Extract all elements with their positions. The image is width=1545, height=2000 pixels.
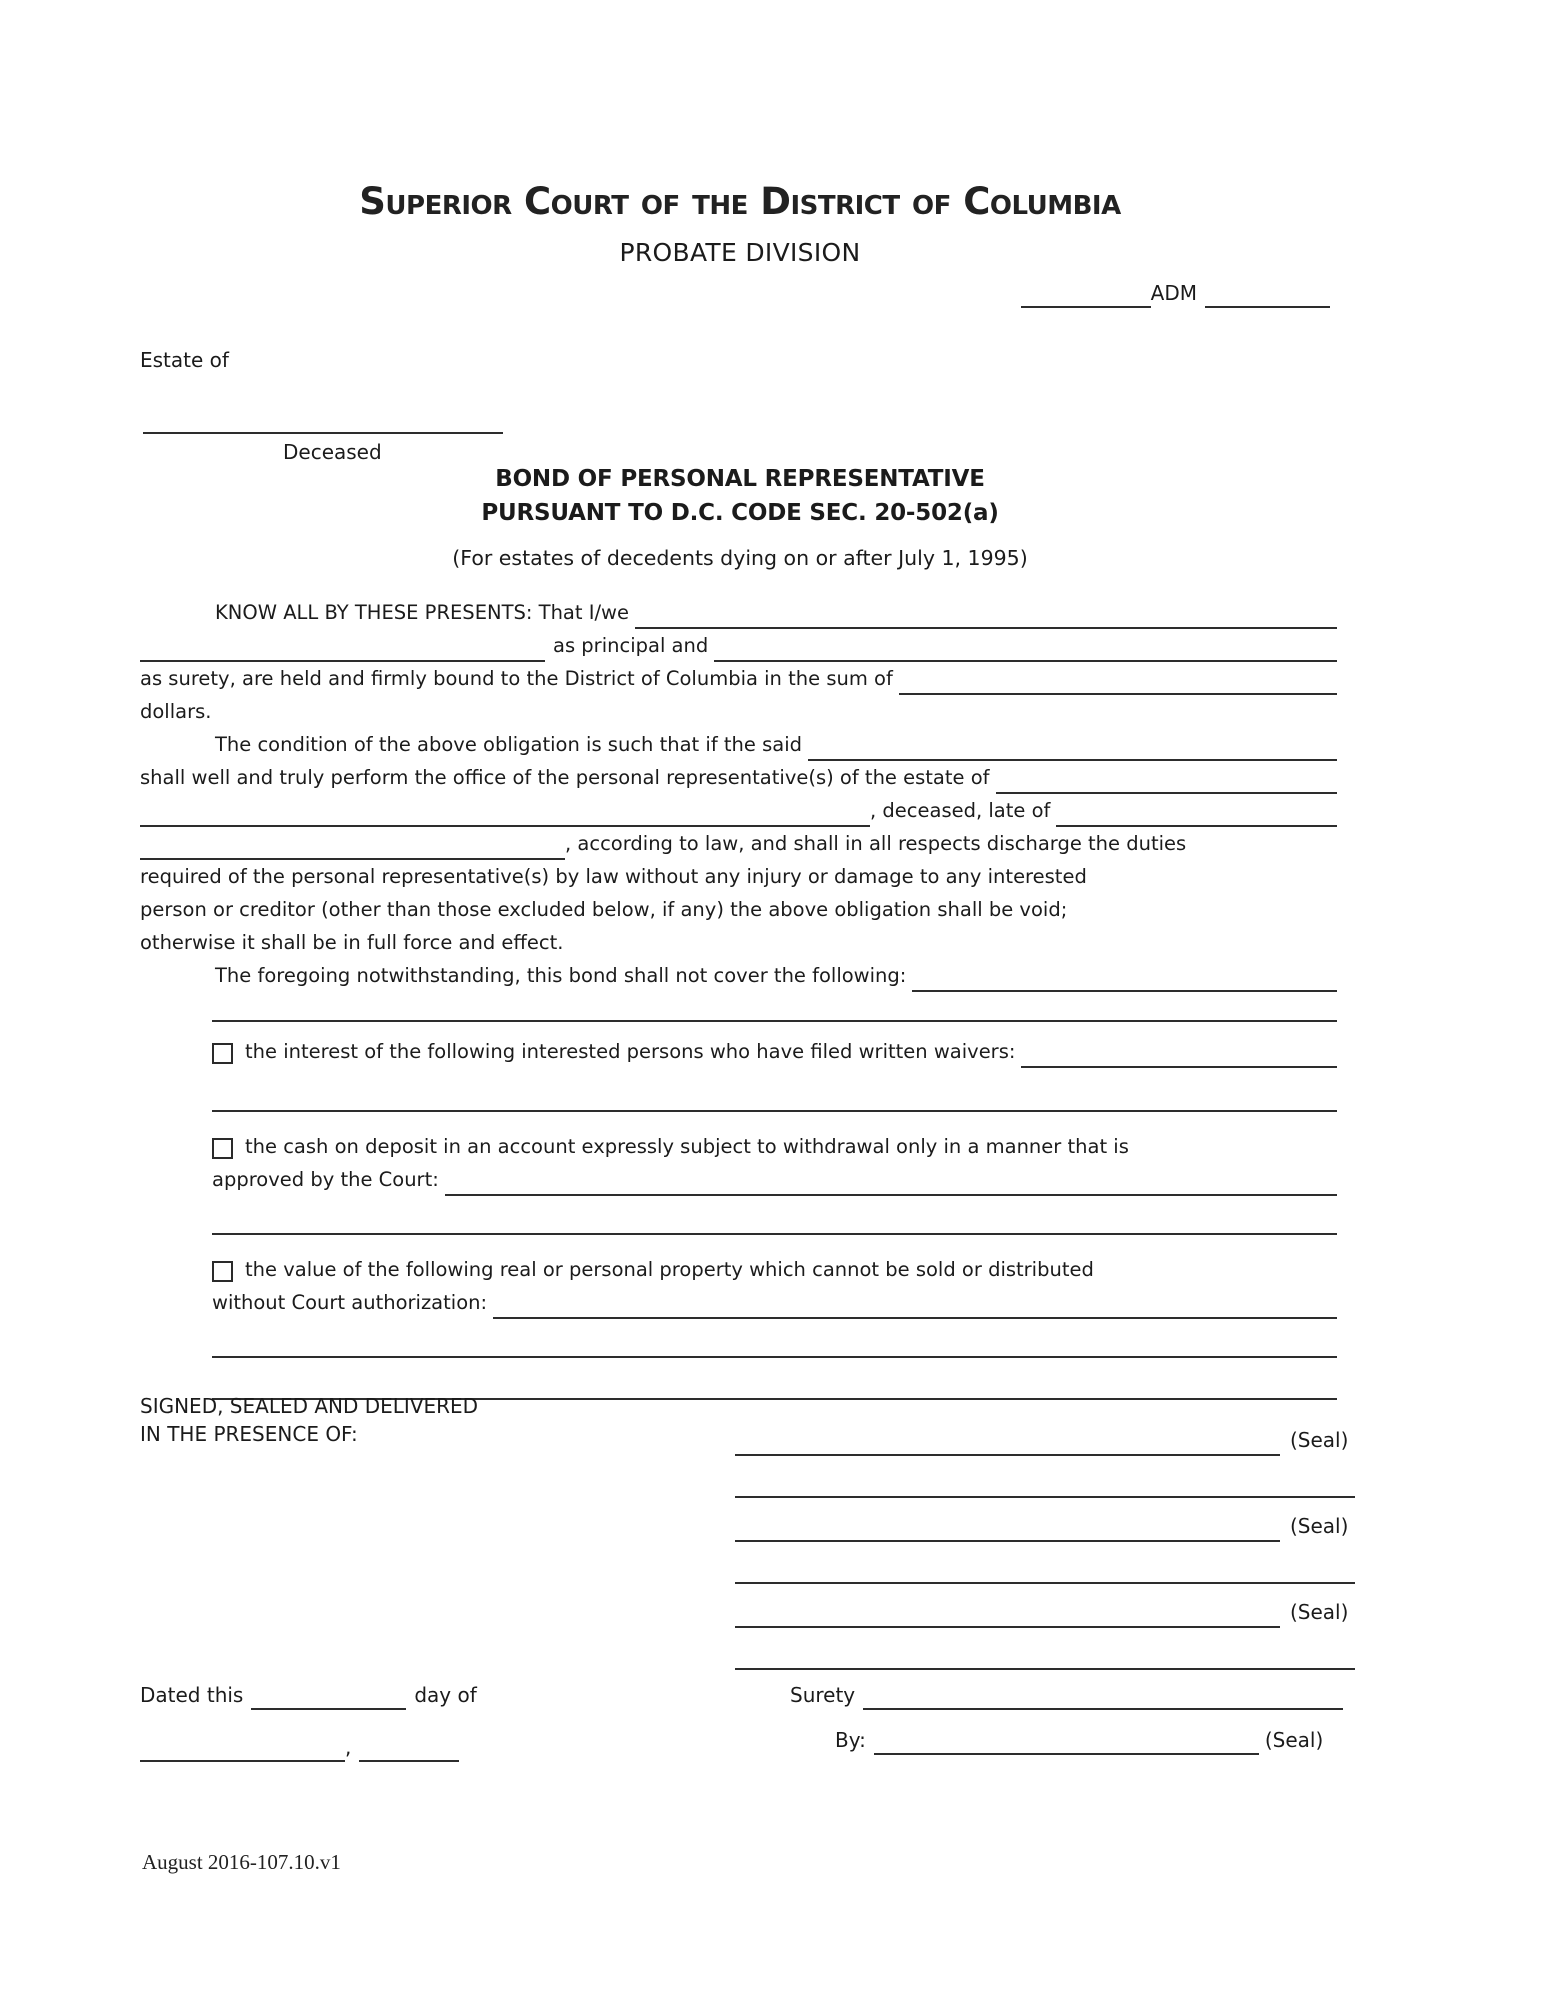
court-approved-account-blank[interactable] bbox=[445, 1168, 1337, 1196]
late-of-blank[interactable] bbox=[1056, 799, 1337, 827]
property-checkbox[interactable] bbox=[212, 1261, 233, 1282]
person-creditor-line: person or creditor (other than those excluded below, if any) the above obligation shall be void; bbox=[140, 898, 1068, 921]
bond-title-line2: PURSUANT TO D.C. CODE SEC. 20-502(a) bbox=[481, 500, 999, 526]
surety-row bbox=[790, 1680, 1343, 1710]
residence-blank[interactable] bbox=[140, 832, 565, 860]
otherwise-line: otherwise it shall be in full force and effect. bbox=[140, 931, 564, 954]
signature-row-1 bbox=[735, 1425, 1348, 1456]
principal-line: as principal and bbox=[140, 629, 1337, 662]
not-cover-blank[interactable] bbox=[912, 964, 1337, 992]
cash-deposit-item-line2: approved by the Court: bbox=[140, 1163, 1337, 1196]
day-of-label: day of bbox=[414, 1683, 477, 1707]
surety-name-blank[interactable] bbox=[714, 634, 1337, 662]
day-number-blank[interactable] bbox=[251, 1682, 406, 1710]
know-presents-line: KNOW ALL BY THESE PRESENTS: That I/we bbox=[140, 596, 1337, 629]
adm-number-blank[interactable] bbox=[1205, 280, 1330, 308]
principal-name-blank-2[interactable] bbox=[140, 634, 545, 662]
principal-name-blank-1[interactable] bbox=[635, 601, 1337, 629]
signature-line-3[interactable] bbox=[735, 1598, 1280, 1628]
according-line: , according to law, and shall in all respects discharge the duties bbox=[140, 827, 1337, 860]
signature-row-3 bbox=[735, 1597, 1348, 1628]
witness-row-3 bbox=[735, 1640, 1355, 1670]
adm-label: ADM bbox=[1150, 281, 1197, 305]
dated-row bbox=[140, 1680, 477, 1710]
form-version: August 2016-107.10.v1 bbox=[142, 1850, 341, 1874]
seal-label-4: (Seal) bbox=[1264, 1728, 1324, 1752]
division-title: PROBATE DIVISION bbox=[619, 238, 861, 267]
foregoing-line: The foregoing notwithstanding, this bond shall not cover the following: bbox=[140, 959, 1337, 992]
month-blank[interactable] bbox=[140, 1734, 345, 1762]
body-text bbox=[140, 596, 1337, 1400]
estate-name-blank-1[interactable] bbox=[996, 766, 1337, 794]
waiver-exclusion-item: the interest of the following interested persons who have filed written waivers: bbox=[140, 1035, 1337, 1068]
waiver-names-blank[interactable] bbox=[1021, 1040, 1337, 1068]
signature-row-2 bbox=[735, 1511, 1348, 1542]
bond-sum-blank[interactable] bbox=[899, 667, 1337, 695]
perform-line: shall well and truly perform the office of the personal representative(s) of the estate of bbox=[140, 761, 1337, 794]
exclusion-blank-line-1[interactable] bbox=[212, 992, 1337, 1022]
bond-title-line1: BOND OF PERSONAL REPRESENTATIVE bbox=[495, 466, 985, 492]
estate-name-blank-2[interactable] bbox=[140, 799, 870, 827]
witness-statement-line1: SIGNED, SEALED AND DELIVERED bbox=[140, 1394, 479, 1418]
year-blank[interactable] bbox=[359, 1734, 459, 1762]
comma-separator: , bbox=[345, 1735, 352, 1759]
cash-deposit-checkbox[interactable] bbox=[212, 1138, 233, 1159]
witness-row-1 bbox=[735, 1468, 1355, 1498]
property-description-blank[interactable] bbox=[493, 1291, 1337, 1319]
exclusion-blank-line-2[interactable] bbox=[212, 1068, 1337, 1112]
court-title: Superior Court of the District of Columbia bbox=[359, 180, 1121, 223]
month-year-row bbox=[140, 1732, 459, 1762]
seal-label-1: (Seal) bbox=[1290, 1428, 1349, 1452]
cash-deposit-item: the cash on deposit in an account expressly subject to withdrawal only in a manner that is bbox=[140, 1130, 1337, 1163]
witness-row-2 bbox=[735, 1554, 1355, 1584]
seal-label-2: (Seal) bbox=[1290, 1514, 1349, 1538]
adm-prefix-blank[interactable] bbox=[1021, 280, 1151, 308]
by-label: By: bbox=[835, 1728, 866, 1752]
surety-by-row bbox=[835, 1725, 1323, 1755]
seal-label-3: (Seal) bbox=[1290, 1600, 1349, 1624]
surety-label: Surety bbox=[790, 1683, 856, 1707]
signature-line-2[interactable] bbox=[735, 1512, 1280, 1542]
waiver-checkbox[interactable] bbox=[212, 1043, 233, 1064]
exclusion-blank-line-3[interactable] bbox=[212, 1196, 1337, 1235]
decedent-name-blank[interactable] bbox=[143, 404, 503, 434]
witness-statement-line2: IN THE PRESENCE OF: bbox=[140, 1422, 358, 1446]
witness-line-2[interactable] bbox=[735, 1554, 1355, 1584]
dollars-line: dollars. bbox=[140, 700, 212, 723]
property-exclusion-item: the value of the following real or personal property which cannot be sold or distributed bbox=[140, 1253, 1337, 1286]
property-exclusion-item-line2: without Court authorization: bbox=[140, 1286, 1337, 1319]
witness-line-3[interactable] bbox=[735, 1640, 1355, 1670]
surety-sum-line: as surety, are held and firmly bound to the District of Columbia in the sum of bbox=[140, 662, 1337, 695]
required-line: required of the personal representative(s) by law without any injury or damage to any interested bbox=[140, 865, 1087, 888]
deceased-label: Deceased bbox=[283, 440, 382, 464]
bond-subtitle: (For estates of decedents dying on or after July 1, 1995) bbox=[452, 546, 1028, 570]
representative-name-blank-1[interactable] bbox=[808, 733, 1337, 761]
adm-case-row bbox=[1021, 278, 1330, 308]
surety-name-line[interactable] bbox=[863, 1682, 1343, 1710]
witness-line-1[interactable] bbox=[735, 1468, 1355, 1498]
deceased-late-line: , deceased, late of bbox=[140, 794, 1337, 827]
witness-statement bbox=[140, 1392, 478, 1448]
signature-line-1[interactable] bbox=[735, 1426, 1280, 1456]
estate-of-label: Estate of bbox=[140, 348, 229, 372]
exclusion-blank-line-4[interactable] bbox=[212, 1319, 1337, 1358]
condition-line: The condition of the above obligation is such that if the said bbox=[140, 728, 1337, 761]
dated-label: Dated this bbox=[140, 1683, 244, 1707]
surety-signature-line[interactable] bbox=[874, 1727, 1259, 1755]
